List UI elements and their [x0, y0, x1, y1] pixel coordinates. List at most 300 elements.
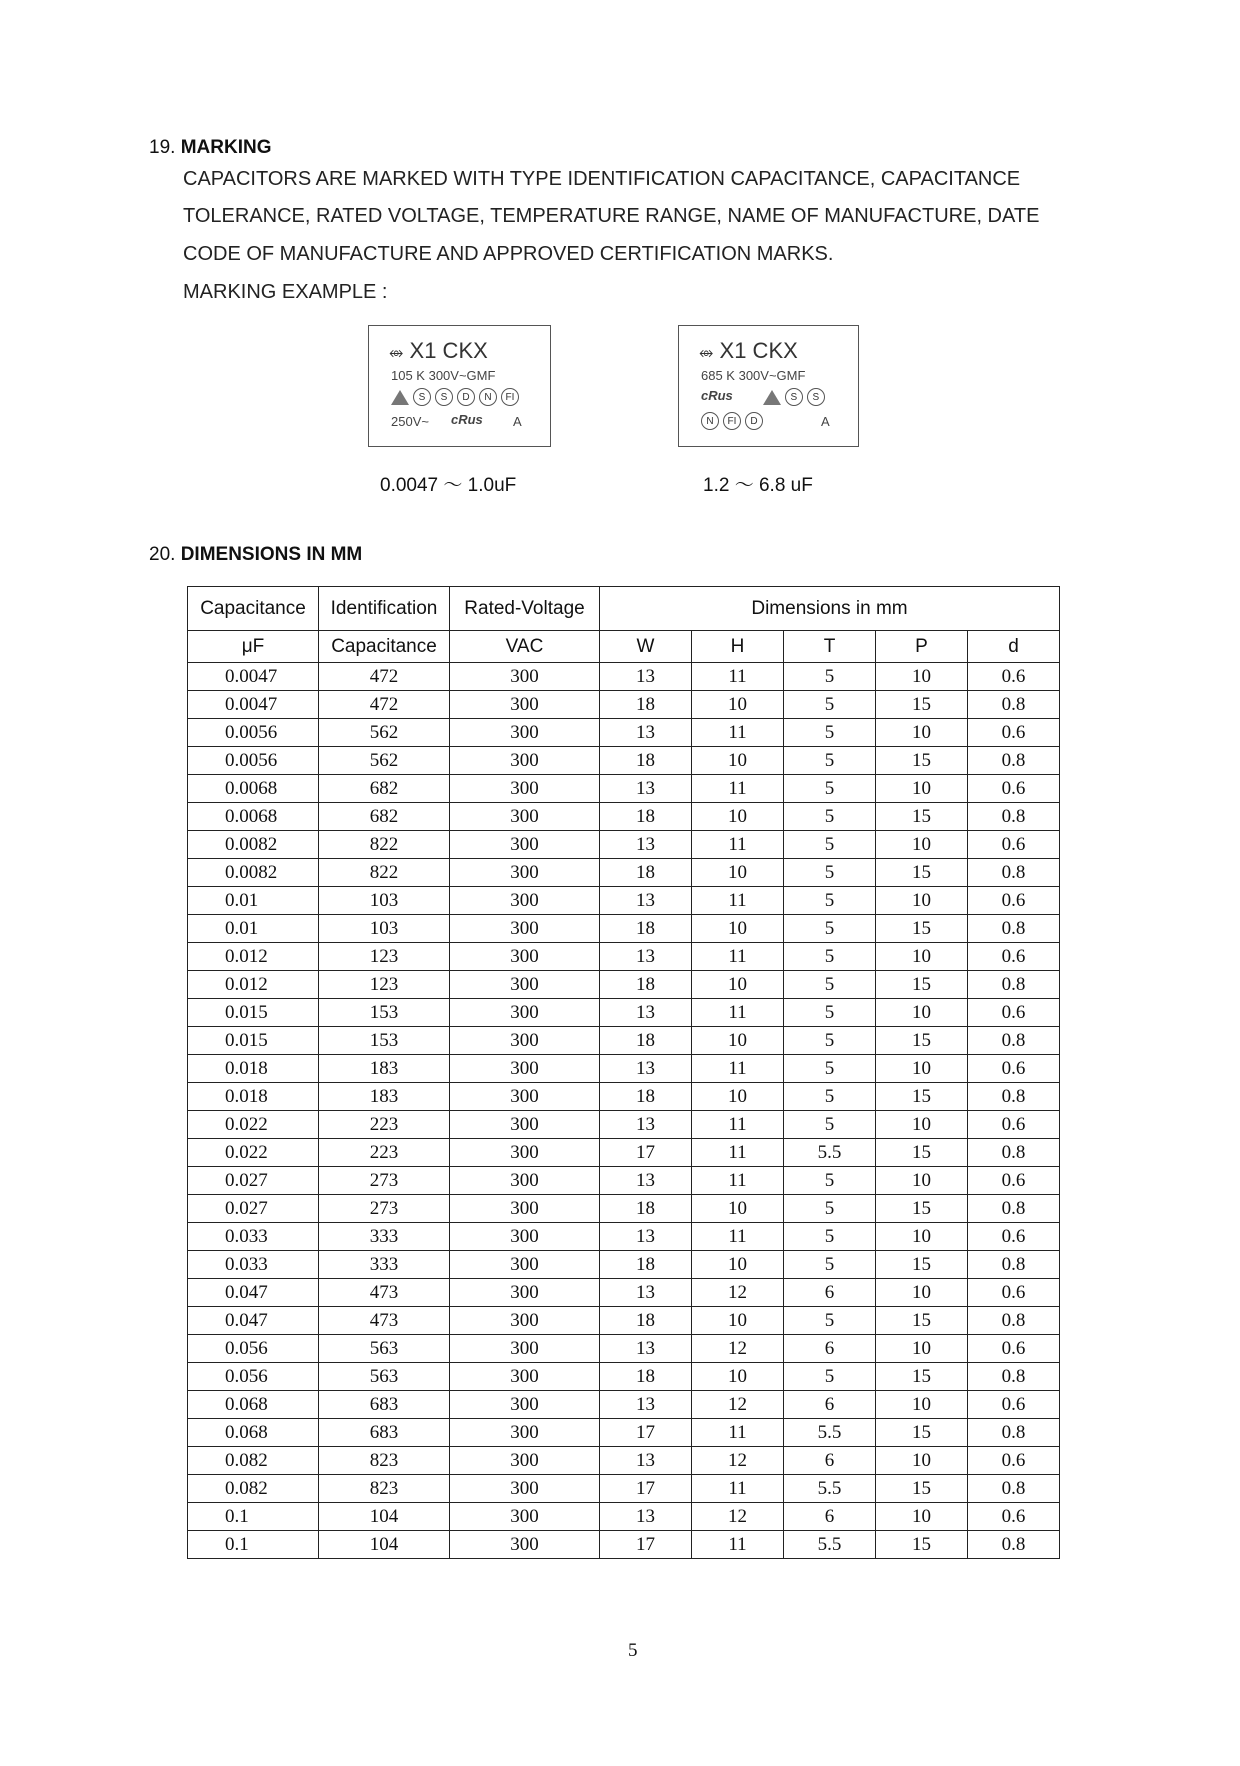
marking-example-1-code: 105 K 300V~GMF	[391, 368, 496, 383]
cell-identification: 333	[319, 1223, 450, 1251]
cell-t: 5	[784, 747, 876, 775]
cell-p: 10	[876, 1055, 968, 1083]
table-row	[188, 1391, 1060, 1419]
table-row	[188, 1419, 1060, 1447]
cert-s-icon: S	[413, 388, 431, 406]
cell-w: 17	[600, 1419, 692, 1447]
cell-w: 18	[600, 803, 692, 831]
cell-p: 10	[876, 1223, 968, 1251]
cell-t: 5	[784, 915, 876, 943]
header-p: P	[876, 631, 968, 663]
cell-capacitance: 0.068	[188, 1419, 319, 1447]
section-19-number: 19.	[149, 137, 176, 158]
cell-rated-voltage: 300	[450, 887, 600, 915]
cell-w: 13	[600, 1279, 692, 1307]
table-row	[188, 1027, 1060, 1055]
cell-capacitance: 0.0082	[188, 831, 319, 859]
cell-capacitance: 0.068	[188, 1391, 319, 1419]
cell-h: 10	[692, 691, 784, 719]
cell-h: 11	[692, 1419, 784, 1447]
cell-h: 12	[692, 1391, 784, 1419]
cell-rated-voltage: 300	[450, 803, 600, 831]
cell-d: 0.6	[968, 663, 1060, 691]
cell-w: 13	[600, 887, 692, 915]
cell-identification: 563	[319, 1335, 450, 1363]
cell-capacitance: 0.027	[188, 1167, 319, 1195]
cell-t: 5	[784, 663, 876, 691]
table-row	[188, 1531, 1060, 1559]
cell-d: 0.8	[968, 1307, 1060, 1335]
cell-capacitance: 0.01	[188, 915, 319, 943]
cell-capacitance: 0.056	[188, 1363, 319, 1391]
marking-example-1-date: A	[513, 414, 522, 429]
cert-triangle-icon	[391, 390, 409, 405]
header-h: H	[692, 631, 784, 663]
cell-t: 5.5	[784, 1475, 876, 1503]
cell-rated-voltage: 300	[450, 1531, 600, 1559]
cell-p: 10	[876, 943, 968, 971]
cell-h: 10	[692, 1195, 784, 1223]
marking-example-1-voltage: 250V~	[391, 414, 429, 429]
marking-example-2-certs-row2	[701, 412, 767, 430]
cell-identification: 473	[319, 1307, 450, 1335]
cell-p: 10	[876, 1503, 968, 1531]
cell-identification: 823	[319, 1475, 450, 1503]
cell-w: 13	[600, 1055, 692, 1083]
cell-w: 18	[600, 1363, 692, 1391]
cell-p: 15	[876, 1475, 968, 1503]
cell-capacitance: 0.018	[188, 1083, 319, 1111]
header-unit-uf: μF	[188, 631, 319, 663]
table-row	[188, 831, 1060, 859]
cell-d: 0.8	[968, 1139, 1060, 1167]
cell-w: 13	[600, 719, 692, 747]
cell-rated-voltage: 300	[450, 1167, 600, 1195]
cell-rated-voltage: 300	[450, 663, 600, 691]
cell-d: 0.6	[968, 1447, 1060, 1475]
table-row	[188, 887, 1060, 915]
cell-rated-voltage: 300	[450, 1503, 600, 1531]
cell-capacitance: 0.0056	[188, 719, 319, 747]
header-capacitance: Capacitance	[188, 587, 319, 631]
cell-p: 15	[876, 1419, 968, 1447]
cell-identification: 563	[319, 1363, 450, 1391]
cell-capacitance: 0.012	[188, 943, 319, 971]
cell-rated-voltage: 300	[450, 1251, 600, 1279]
cell-capacitance: 0.082	[188, 1475, 319, 1503]
cell-w: 13	[600, 1111, 692, 1139]
cell-capacitance: 0.0082	[188, 859, 319, 887]
cell-w: 18	[600, 859, 692, 887]
cell-p: 15	[876, 1027, 968, 1055]
table-row	[188, 1111, 1060, 1139]
cell-d: 0.8	[968, 1251, 1060, 1279]
cell-identification: 104	[319, 1531, 450, 1559]
cell-p: 10	[876, 1391, 968, 1419]
cell-identification: 273	[319, 1167, 450, 1195]
table-row	[188, 999, 1060, 1027]
cell-h: 10	[692, 1251, 784, 1279]
cell-h: 10	[692, 859, 784, 887]
cell-capacitance: 0.047	[188, 1279, 319, 1307]
cell-p: 10	[876, 1335, 968, 1363]
cell-h: 11	[692, 1167, 784, 1195]
manufacturer-logo-icon: ⥈	[389, 342, 404, 362]
cell-d: 0.8	[968, 1419, 1060, 1447]
section-19-title: MARKING	[180, 137, 272, 158]
cert-s-icon: S	[785, 388, 803, 406]
cell-d: 0.8	[968, 1027, 1060, 1055]
cell-w: 18	[600, 1083, 692, 1111]
cell-p: 10	[876, 831, 968, 859]
cell-h: 10	[692, 1027, 784, 1055]
cell-w: 18	[600, 1195, 692, 1223]
marking-example-2-range: 1.2 ～ 6.8 uF	[703, 475, 813, 496]
cell-identification: 823	[319, 1447, 450, 1475]
cell-identification: 562	[319, 719, 450, 747]
cell-identification: 472	[319, 691, 450, 719]
cell-t: 5	[784, 691, 876, 719]
cell-identification: 123	[319, 943, 450, 971]
cell-w: 17	[600, 1139, 692, 1167]
cell-t: 6	[784, 1503, 876, 1531]
cell-capacitance: 0.0056	[188, 747, 319, 775]
cell-t: 6	[784, 1447, 876, 1475]
table-row	[188, 1083, 1060, 1111]
cell-h: 10	[692, 1083, 784, 1111]
cell-p: 15	[876, 747, 968, 775]
cell-identification: 562	[319, 747, 450, 775]
cert-d-icon: D	[457, 388, 475, 406]
cell-w: 17	[600, 1531, 692, 1559]
cell-d: 0.6	[968, 719, 1060, 747]
cell-capacitance: 0.1	[188, 1531, 319, 1559]
cell-t: 5	[784, 1363, 876, 1391]
cell-h: 11	[692, 1531, 784, 1559]
cell-rated-voltage: 300	[450, 1307, 600, 1335]
cell-w: 13	[600, 1223, 692, 1251]
cell-d: 0.8	[968, 1083, 1060, 1111]
cell-t: 5	[784, 719, 876, 747]
cell-w: 13	[600, 943, 692, 971]
cell-identification: 472	[319, 663, 450, 691]
table-row	[188, 859, 1060, 887]
cert-triangle-icon	[763, 390, 781, 405]
cell-h: 11	[692, 663, 784, 691]
marking-example-1-type: ⥈ X1 CKX	[389, 338, 488, 363]
cell-d: 0.8	[968, 915, 1060, 943]
section-19-heading	[149, 137, 271, 159]
cell-p: 10	[876, 1167, 968, 1195]
cell-d: 0.6	[968, 775, 1060, 803]
cell-t: 5	[784, 1111, 876, 1139]
table-row	[188, 1363, 1060, 1391]
cell-p: 10	[876, 999, 968, 1027]
cell-p: 10	[876, 775, 968, 803]
table-row	[188, 943, 1060, 971]
marking-example-1-certs	[391, 388, 523, 406]
cell-p: 10	[876, 1279, 968, 1307]
table-row	[188, 691, 1060, 719]
cell-t: 5	[784, 1307, 876, 1335]
cert-s2-icon: S	[807, 388, 825, 406]
cell-identification: 473	[319, 1279, 450, 1307]
table-row	[188, 1167, 1060, 1195]
cell-d: 0.6	[968, 831, 1060, 859]
cell-d: 0.6	[968, 999, 1060, 1027]
cell-rated-voltage: 300	[450, 1475, 600, 1503]
cell-h: 10	[692, 971, 784, 999]
cell-identification: 273	[319, 1195, 450, 1223]
marking-line-3: CODE OF MANUFACTURE AND APPROVED CERTIFICATION MARKS.	[183, 243, 834, 265]
cell-h: 11	[692, 999, 784, 1027]
cell-w: 18	[600, 971, 692, 999]
cell-capacitance: 0.022	[188, 1139, 319, 1167]
cell-rated-voltage: 300	[450, 1391, 600, 1419]
cell-rated-voltage: 300	[450, 1335, 600, 1363]
cell-d: 0.6	[968, 943, 1060, 971]
table-row	[188, 1251, 1060, 1279]
cell-h: 11	[692, 1475, 784, 1503]
cell-h: 11	[692, 1139, 784, 1167]
cell-t: 5	[784, 859, 876, 887]
cell-t: 6	[784, 1391, 876, 1419]
cell-t: 5.5	[784, 1531, 876, 1559]
dimensions-table-body	[188, 663, 1060, 1559]
cell-d: 0.8	[968, 691, 1060, 719]
cell-d: 0.6	[968, 1167, 1060, 1195]
header-w: W	[600, 631, 692, 663]
cell-rated-voltage: 300	[450, 943, 600, 971]
cell-h: 12	[692, 1503, 784, 1531]
cell-d: 0.8	[968, 1475, 1060, 1503]
cell-p: 15	[876, 1083, 968, 1111]
cell-capacitance: 0.015	[188, 999, 319, 1027]
cell-h: 10	[692, 915, 784, 943]
cell-rated-voltage: 300	[450, 1111, 600, 1139]
cell-w: 18	[600, 1027, 692, 1055]
cell-p: 15	[876, 1307, 968, 1335]
cell-rated-voltage: 300	[450, 719, 600, 747]
cell-h: 12	[692, 1279, 784, 1307]
cell-rated-voltage: 300	[450, 859, 600, 887]
cell-w: 13	[600, 1391, 692, 1419]
cell-d: 0.8	[968, 1363, 1060, 1391]
cell-capacitance: 0.022	[188, 1111, 319, 1139]
cell-identification: 104	[319, 1503, 450, 1531]
cell-w: 13	[600, 1335, 692, 1363]
header-dimensions: Dimensions in mm	[600, 587, 1060, 631]
ul-mark-icon: cRus	[451, 412, 483, 427]
header-vac: VAC	[450, 631, 600, 663]
marking-example-2-code: 685 K 300V~GMF	[701, 368, 806, 383]
cell-t: 5	[784, 803, 876, 831]
cell-t: 6	[784, 1335, 876, 1363]
table-row	[188, 1307, 1060, 1335]
cell-rated-voltage: 300	[450, 747, 600, 775]
marking-example-1	[368, 325, 551, 447]
cell-rated-voltage: 300	[450, 1027, 600, 1055]
cell-t: 5.5	[784, 1139, 876, 1167]
cell-w: 13	[600, 999, 692, 1027]
marking-example-1-range: 0.0047 ～ 1.0uF	[380, 475, 517, 496]
cell-h: 11	[692, 831, 784, 859]
cell-identification: 822	[319, 859, 450, 887]
cert-fi-icon: FI	[723, 412, 741, 430]
cell-h: 11	[692, 1111, 784, 1139]
cell-h: 11	[692, 719, 784, 747]
cell-w: 18	[600, 1251, 692, 1279]
cell-p: 15	[876, 971, 968, 999]
cell-d: 0.6	[968, 1279, 1060, 1307]
header-rated-voltage: Rated-Voltage	[450, 587, 600, 631]
cell-p: 10	[876, 887, 968, 915]
cell-h: 11	[692, 1223, 784, 1251]
cell-identification: 183	[319, 1055, 450, 1083]
cell-rated-voltage: 300	[450, 1083, 600, 1111]
cell-h: 11	[692, 775, 784, 803]
cell-p: 15	[876, 691, 968, 719]
cell-rated-voltage: 300	[450, 831, 600, 859]
cell-p: 15	[876, 1139, 968, 1167]
cell-t: 5	[784, 775, 876, 803]
cell-t: 5	[784, 1027, 876, 1055]
cell-identification: 153	[319, 1027, 450, 1055]
page-number: 5	[628, 1640, 638, 1661]
cert-fi-icon: FI	[501, 388, 519, 406]
ul-mark-icon: cRus	[701, 388, 733, 404]
cell-w: 18	[600, 747, 692, 775]
cell-capacitance: 0.1	[188, 1503, 319, 1531]
cell-capacitance: 0.056	[188, 1335, 319, 1363]
cell-identification: 103	[319, 887, 450, 915]
cell-p: 15	[876, 803, 968, 831]
cell-p: 10	[876, 1447, 968, 1475]
cell-d: 0.6	[968, 1503, 1060, 1531]
cell-w: 17	[600, 1475, 692, 1503]
cell-capacitance: 0.0047	[188, 691, 319, 719]
table-row	[188, 1447, 1060, 1475]
cell-identification: 103	[319, 915, 450, 943]
cell-t: 5	[784, 831, 876, 859]
cell-identification: 223	[319, 1111, 450, 1139]
cell-identification: 123	[319, 971, 450, 999]
cell-d: 0.6	[968, 1223, 1060, 1251]
table-row	[188, 775, 1060, 803]
dimensions-table	[187, 586, 1060, 1559]
cell-rated-voltage: 300	[450, 999, 600, 1027]
cell-w: 13	[600, 1447, 692, 1475]
cell-p: 10	[876, 663, 968, 691]
cell-p: 15	[876, 859, 968, 887]
cell-identification: 682	[319, 803, 450, 831]
cell-p: 15	[876, 1363, 968, 1391]
cell-d: 0.8	[968, 747, 1060, 775]
cell-w: 18	[600, 915, 692, 943]
cell-d: 0.8	[968, 859, 1060, 887]
cell-capacitance: 0.0068	[188, 803, 319, 831]
cell-w: 18	[600, 691, 692, 719]
cell-rated-voltage: 300	[450, 915, 600, 943]
cell-t: 5.5	[784, 1419, 876, 1447]
cell-w: 13	[600, 831, 692, 859]
cell-w: 13	[600, 775, 692, 803]
cell-h: 10	[692, 803, 784, 831]
table-row	[188, 719, 1060, 747]
cell-t: 5	[784, 887, 876, 915]
cert-s2-icon: S	[435, 388, 453, 406]
cell-h: 12	[692, 1447, 784, 1475]
cell-capacitance: 0.047	[188, 1307, 319, 1335]
cell-capacitance: 0.027	[188, 1195, 319, 1223]
header-identification: Identification	[319, 587, 450, 631]
cell-rated-voltage: 300	[450, 971, 600, 999]
cell-t: 5	[784, 1195, 876, 1223]
cell-capacitance: 0.033	[188, 1251, 319, 1279]
cell-rated-voltage: 300	[450, 1419, 600, 1447]
cell-h: 11	[692, 1055, 784, 1083]
cert-n-icon: N	[701, 412, 719, 430]
table-row	[188, 1223, 1060, 1251]
cell-rated-voltage: 300	[450, 691, 600, 719]
marking-example-2-type: ⥈ X1 CKX	[699, 338, 798, 363]
table-row	[188, 747, 1060, 775]
cell-t: 5	[784, 943, 876, 971]
cell-d: 0.8	[968, 803, 1060, 831]
table-row	[188, 803, 1060, 831]
table-row	[188, 1503, 1060, 1531]
cell-p: 10	[876, 719, 968, 747]
cell-identification: 683	[319, 1419, 450, 1447]
marking-example-label: MARKING EXAMPLE :	[183, 281, 388, 303]
cell-identification: 153	[319, 999, 450, 1027]
cell-capacitance: 0.01	[188, 887, 319, 915]
cell-capacitance: 0.018	[188, 1055, 319, 1083]
table-row	[188, 1195, 1060, 1223]
cell-capacitance: 0.082	[188, 1447, 319, 1475]
cell-rated-voltage: 300	[450, 1195, 600, 1223]
cell-capacitance: 0.015	[188, 1027, 319, 1055]
cell-identification: 682	[319, 775, 450, 803]
cell-rated-voltage: 300	[450, 1363, 600, 1391]
cell-w: 13	[600, 1503, 692, 1531]
table-row	[188, 1335, 1060, 1363]
cell-t: 5	[784, 1055, 876, 1083]
cell-capacitance: 0.012	[188, 971, 319, 999]
table-row	[188, 1055, 1060, 1083]
manufacturer-logo-icon: ⥈	[699, 342, 714, 362]
cell-t: 6	[784, 1279, 876, 1307]
cell-rated-voltage: 300	[450, 1279, 600, 1307]
cell-t: 5	[784, 1223, 876, 1251]
cell-identification: 822	[319, 831, 450, 859]
cell-d: 0.6	[968, 887, 1060, 915]
cell-h: 11	[692, 943, 784, 971]
cell-d: 0.8	[968, 971, 1060, 999]
cert-n-icon: N	[479, 388, 497, 406]
cell-h: 10	[692, 1307, 784, 1335]
cell-identification: 183	[319, 1083, 450, 1111]
cell-d: 0.6	[968, 1335, 1060, 1363]
cell-d: 0.8	[968, 1531, 1060, 1559]
marking-example-2-certs-row	[701, 388, 829, 406]
cell-t: 5	[784, 1083, 876, 1111]
cell-rated-voltage: 300	[450, 1223, 600, 1251]
cell-d: 0.6	[968, 1055, 1060, 1083]
cell-p: 15	[876, 915, 968, 943]
cell-w: 13	[600, 663, 692, 691]
cell-t: 5	[784, 1167, 876, 1195]
